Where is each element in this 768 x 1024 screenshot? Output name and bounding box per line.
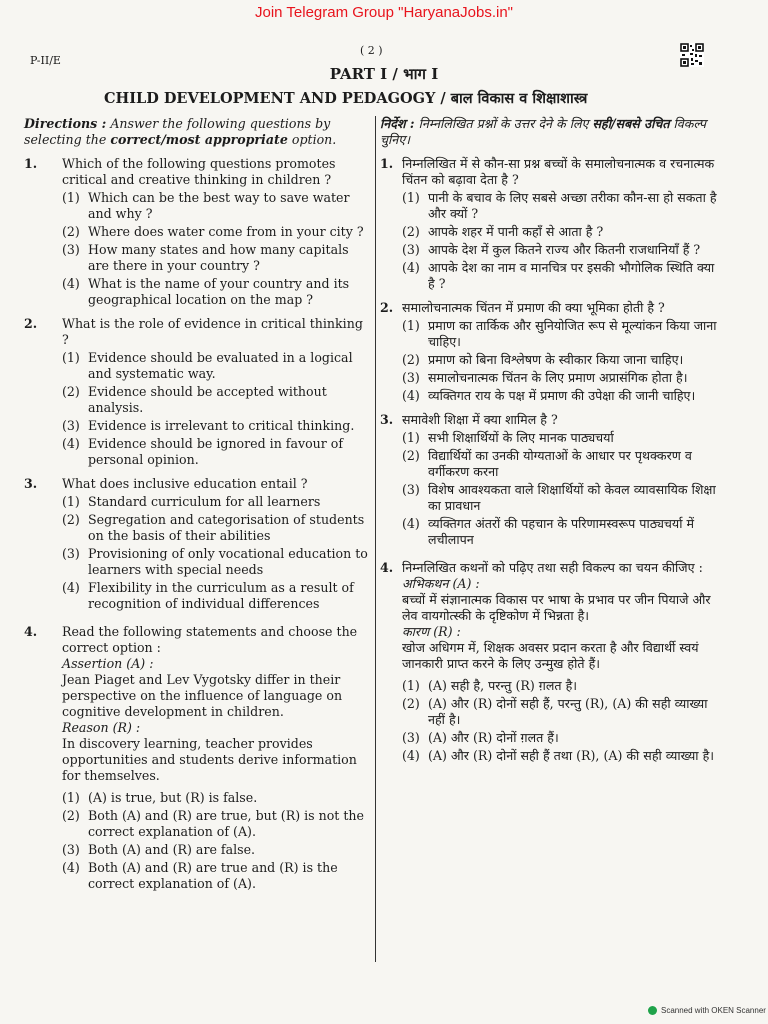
option: (4) Flexibility in the curriculum as a result of recognition of individual differences — [62, 580, 354, 611]
option: (1) (A) is true, but (R) is false. — [62, 790, 258, 805]
question-text: समालोचनात्मक चिंतन में प्रमाण की क्या भूमिका होती है ? — [402, 300, 665, 315]
reason-label: Reason (R) : — [62, 720, 141, 735]
question-1-en: 1. Which of the following questions promotes critical and creative thinking in children ? (1) Which can be the best way to save water and why ? (2) Where does water come from in your city ? (3) How many states and how many capitals are there in your country ? (4) What is the name of your country and its geographical location on the map ? — [24, 156, 368, 308]
option: (4) (A) और (R) दोनों सही हैं तथा (R), (A) की सही व्याख्या है। — [402, 748, 715, 763]
option: (2) विद्यार्थियों का उनकी योग्यताओं के आधार पर पृथक्करण व वर्गीकरण करना — [402, 448, 692, 479]
option: (1) Standard curriculum for all learners — [62, 494, 321, 509]
option: (4) व्यक्तिगत राय के पक्ष में प्रमाण की उपेक्षा की जानी चाहिए। — [402, 388, 696, 403]
option: (4) आपके देश का नाम व मानचित्र पर इसकी भौगोलिक स्थिति क्या है ? — [402, 260, 715, 291]
option: (1) सभी शिक्षार्थियों के लिए मानक पाठ्यचर्या — [402, 430, 614, 445]
english-column — [24, 116, 368, 892]
section-heading: CHILD DEVELOPMENT AND PEDAGOGY / बाल विकास व शिक्षाशास्त्र — [104, 90, 588, 107]
assertion-text: बच्चों में संज्ञानात्मक विकास पर भाषा के प्रभाव पर जीन पियाजे और लेव वायगोत्स्की के दृष्टिकोण में भिन्नता है। — [402, 592, 711, 623]
option: (3) (A) और (R) दोनों ग़लत हैं। — [402, 730, 559, 745]
question-text: Which of the following questions promotes critical and creative thinking in children ? — [62, 156, 336, 187]
column-divider — [375, 116, 376, 962]
option: (2) आपके शहर में पानी कहाँ से आता है ? — [402, 224, 604, 239]
assertion-label: Assertion (A) : — [62, 656, 154, 671]
option: (1) Which can be the best way to save water and why ? — [62, 190, 350, 221]
scanner-watermark: Scanned with OKEN Scanner — [648, 1006, 766, 1015]
directions-hindi: निर्देश : निम्नलिखित प्रश्नों के उत्तर देने के लिए सही/सबसे उचित विकल्प चुनिए। — [380, 116, 707, 147]
option: (1) Evidence should be evaluated in a logical and systematic way. — [62, 350, 353, 381]
question-text: Read the following statements and choose the correct option : — [62, 624, 358, 655]
option: (2) (A) और (R) दोनों सही हैं, परन्तु (R), (A) की सही व्याख्या नहीं है। — [402, 696, 708, 727]
question-text: समावेशी शिक्षा में क्या शामिल है ? — [402, 412, 558, 427]
option: (1) पानी के बचाव के लिए सबसे अच्छा तरीका कौन-सा हो सकता है और क्यों ? — [402, 190, 717, 221]
option: (2) Segregation and categorisation of students on the basis of their abilities — [62, 512, 365, 543]
question-text: निम्नलिखित में से कौन-सा प्रश्न बच्चों के समालोचनात्मक व रचनात्मक चिंतन को बढ़ावा देता है ? — [402, 156, 715, 187]
option: (3) Provisioning of only vocational education to learners with special needs — [62, 546, 368, 577]
hindi-column — [380, 116, 720, 764]
paper-code: P-II/E — [30, 54, 61, 67]
question-2-en: 2. What is the role of evidence in critical thinking ? (1) Evidence should be evaluated in a logical and systematic way. (2) Evidence should be accepted without analysis. (3) Evidence is irrelevant to critical thinking. (4) Evidence should be ignored in favour of personal opinion. — [24, 316, 368, 468]
assertion-text: Jean Piaget and Lev Vygotsky differ in their perspective on the influence of language on cognitive development in children. — [62, 672, 343, 719]
question-text: What is the role of evidence in critical thinking ? — [62, 316, 363, 347]
question-4-en: 4. Read the following statements and choose the correct option : Assertion (A) : Jean Piaget and Lev Vygotsky differ in their perspective on the influence of language on cognitive development in children. Reason (R) : In discovery learning, teacher provides opportunities and students derive information for themselves. (1) (A) is true, but (R) is false. (2) Both (A) and (R) are true, but (R) is not the correct explanation of (A). (3) Both (A) and (R) are false. (4) Both (A) and (R) are true and (R) is the correct explanation of (A). — [24, 624, 368, 892]
assertion-label: अभिकथन (A) : — [402, 576, 480, 591]
option: (2) Where does water come from in your city ? — [62, 224, 364, 239]
question-3-en: 3. What does inclusive education entail ? (1) Standard curriculum for all learners (2) Segregation and categorisation of students on the basis of their abilities (3) Provisioning of only vocational education to learners with special needs (4) Flexibility in the curriculum as a result of recognition of individual differences — [24, 476, 368, 611]
page-number: ( 2 ) — [360, 44, 383, 57]
question-text: निम्नलिखित कथनों को पढ़िए तथा सही विकल्प का चयन कीजिए : — [402, 560, 703, 575]
option: (1) प्रमाण का तार्किक और सुनियोजित रूप से मूल्यांकन किया जाना चाहिए। — [402, 318, 717, 349]
part-heading: PART I / भाग I — [329, 65, 439, 83]
option: (3) Evidence is irrelevant to critical thinking. — [62, 418, 355, 433]
option: (4) Both (A) and (R) are true and (R) is the correct explanation of (A). — [62, 860, 338, 891]
option: (4) Evidence should be ignored in favour of personal opinion. — [62, 436, 344, 467]
option: (2) प्रमाण को बिना विश्लेषण के स्वीकार किया जाना चाहिए। — [402, 352, 684, 367]
option: (1) (A) सही है, परन्तु (R) ग़लत है। — [402, 678, 578, 693]
reason-text: खोज अधिगम में, शिक्षक अवसर प्रदान करता है और विद्यार्थी स्वयं जानकारी प्राप्त करने के लिए उन्मुख होते हैं। — [402, 640, 699, 671]
option: (2) Both (A) and (R) are true, but (R) is not the correct explanation of (A). — [62, 808, 364, 839]
option: (3) Both (A) and (R) are false. — [62, 842, 256, 857]
option: (3) आपके देश में कुल कितने राज्य और कितनी राजधानियाँ हैं ? — [402, 242, 701, 257]
option: (3) विशेष आवश्यकता वाले शिक्षार्थियों को केवल व्यावसायिक शिक्षा का प्रावधान — [402, 482, 716, 513]
directions-english: Directions : Answer the following questions by selecting the correct/most appropriate option. — [24, 116, 337, 147]
option: (4) व्यक्तिगत अंतरों की पहचान के परिणामस्वरूप पाठ्यचर्या में लचीलापन — [402, 516, 695, 547]
question-2-hi: 2. समालोचनात्मक चिंतन में प्रमाण की क्या भूमिका होती है ? (1) प्रमाण का तार्किक और सुनियोजित रूप से मूल्यांकन किया जाना चाहिए। (2) प्रमाण को बिना विश्लेषण के स्वीकार किया जाना चाहिए। (3) समालोचनात्मक चिंतन के लिए प्रमाण अप्रासंगिक होता है। (4) व्यक्तिगत राय के पक्ष में प्रमाण की उपेक्षा की जानी चाहिए। — [380, 300, 720, 404]
question-text: What does inclusive education entail ? — [62, 476, 308, 491]
question-1-hi: 1. निम्नलिखित में से कौन-सा प्रश्न बच्चों के समालोचनात्मक व रचनात्मक चिंतन को बढ़ावा देता है ? (1) पानी के बचाव के लिए सबसे अच्छा तरीका कौन-सा हो सकता है और क्यों ? (2) आपके शहर में पानी कहाँ से आता है ? (3) आपके देश में कुल कितने राज्य और कितनी राजधानियाँ हैं ? (4) आपके देश का नाम व मानचित्र पर इसकी भौगोलिक स्थिति क्या है ? — [380, 156, 720, 292]
reason-text: In discovery learning, teacher provides opportunities and students derive information for themselves. — [62, 736, 357, 783]
option: (3) समालोचनात्मक चिंतन के लिए प्रमाण अप्रासंगिक होता है। — [402, 370, 688, 385]
reason-label: कारण (R) : — [402, 624, 461, 639]
scanner-logo-icon — [648, 1006, 657, 1015]
option: (4) What is the name of your country and its geographical location on the map ? — [62, 276, 350, 307]
option: (2) Evidence should be accepted without analysis. — [62, 384, 327, 415]
option: (3) How many states and how many capitals are there in your country ? — [62, 242, 349, 273]
question-4-hi: 4. निम्नलिखित कथनों को पढ़िए तथा सही विकल्प का चयन कीजिए : अभिकथन (A) : बच्चों में संज्ञानात्मक विकास पर भाषा के प्रभाव पर जीन पियाजे और लेव वायगोत्स्की के दृष्टिकोण में भिन्नता है। कारण (R) : खोज अधिगम में, शिक्षक अवसर प्रदान करता है और विद्यार्थी स्वयं जानकारी प्राप्त करने के लिए उन्मुख होते हैं। (1) (A) सही है, परन्तु (R) ग़लत है। (2) (A) और (R) दोनों सही हैं, परन्तु (R), (A) की सही व्याख्या नहीं है। (3) (A) और (R) दोनों ग़लत हैं। (4) (A) और (R) दोनों सही हैं तथा (R), (A) की सही व्याख्या है। — [380, 560, 720, 764]
telegram-banner: Join Telegram Group "HaryanaJobs.in" — [254, 4, 513, 21]
question-3-hi: 3. समावेशी शिक्षा में क्या शामिल है ? (1) सभी शिक्षार्थियों के लिए मानक पाठ्यचर्या (2) विद्यार्थियों का उनकी योग्यताओं के आधार पर पृथक्करण व वर्गीकरण करना (3) विशेष आवश्यकता वाले शिक्षार्थियों को केवल व्यावसायिक शिक्षा का प्रावधान (4) व्यक्तिगत अंतरों की पहचान के परिणामस्वरूप पाठ्यचर्या में लचीलापन — [380, 412, 720, 548]
